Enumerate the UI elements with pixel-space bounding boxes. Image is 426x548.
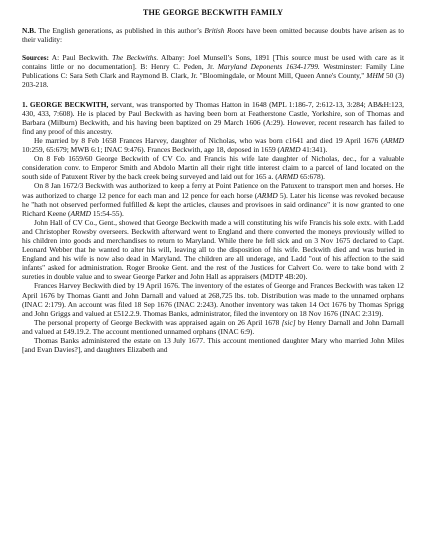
paragraph-4-mid: 5). Later his license was revoked because he "hath not observed performed fulfilled & kept the articles, clauses and provisoes in said ordinance" it is now granted to one Richard Keene ( <box>22 190 404 218</box>
nb-text-a: The English generations, as published in this author’s <box>35 26 205 35</box>
paragraph-1 <box>22 100 404 136</box>
paragraph-2 <box>22 136 404 154</box>
armd-ref: ARMD <box>70 208 91 218</box>
source-b-post: Westminster: Family Line Publications C: Sara Seth Clark and Raymond B. Clark, Jr. "Bloomingdale, or Mount Mill, Queen Anne's County," <box>22 62 404 81</box>
source-a-post: Albany: Joel Munsell’s Sons, 1891 [This source must be used with care as it contains little or no documentation]. B: Henry C. Peden, Jr. <box>22 53 404 72</box>
sources-label: Sources: <box>22 53 49 63</box>
source-mhm: MHM <box>366 71 384 81</box>
paragraph-6: Frances Harvey Beckwith died by 19 April 1676. The inventory of the estates of George and Frances Beckwith was taken 12 April 1676 by Thomas Gantt and John Darnall and valued at 268,725 lbs. tob. Distribution was made to the unnamed orphans (INAC 2:179). An account was filed 18 Sep 1676 (INAC 2:243). Another inventory was taken 14 Oct 1676 by Thomas Sprigg and John Griggs and valued at £512.2.9. Thomas Banks, administrator, filed the inventory on 18 Nov 1676 (INAC 2:319). <box>22 281 404 318</box>
source-b-title: Maryland Deponents 1634-1799. <box>217 62 320 72</box>
sic-note: [sic] <box>281 317 296 327</box>
page-title: THE GEORGE BECKWITH FAMILY <box>142 8 284 17</box>
person-heading: 1. GEORGE BECKWITH, <box>22 99 109 109</box>
nb-text-b: have been omitted because doubts have arisen as to their validity: <box>22 26 405 45</box>
paragraph-4-end: 15:54-55). <box>90 208 124 218</box>
paragraph-2-end: 41:341). <box>300 145 328 155</box>
sources-paragraph <box>22 53 404 89</box>
paragraph-1-text: servant, was transported by Thomas Hatton in 1648 (MPL 1:186-7, 2:612-13, 3:284; AB&H:123, 430, 433, 7:608). He is placed by Paul Beckwith as having been born at Featherstone Castle, Yorkshire, son of Thomas and Barbara (Milburn) Beckwith, and his having been baptized on 29 March 1606 (A:29). However, recent research has failed to find any proof of this ancestry. <box>22 99 404 136</box>
armd-ref: ARMD <box>383 135 404 145</box>
paragraph-3-pre: On 8 Feb 1659/60 George Beckwith of CV Co. and Francis his wife late daughter of Nicholas, dec., for a valuable consideration conv. to Emperor Smith and Abdolo Martin all their right title interest claim to a parcel of land located on the south side of Patuxent River by the back creek being surveyed and laid out for 165 a. ( <box>22 154 404 182</box>
paragraph-2-pre: He married by 8 Feb 1658 Frances Harvey, daughter of Nicholas, who was born c1641 and died 19 April 1676 ( <box>34 135 384 145</box>
paragraph-3-end: 65:678). <box>298 172 325 182</box>
paragraph-3 <box>22 154 404 181</box>
armd-ref: ARMD <box>257 190 278 200</box>
paragraph-7-end: by Henry Darnall and John Darnall and valued at £49.19.2. The account mentioned unnamed orphans (INAC 6:9). <box>22 317 404 336</box>
armd-ref: ARMD <box>280 145 301 155</box>
paragraph-2-mid: 10:259, 65:679; MWB 6:1; INAC 9:476). Frances Beckwith, age 18, deposed in 1659 ( <box>22 145 281 155</box>
paragraph-4 <box>22 181 404 217</box>
paragraph-7 <box>22 318 404 336</box>
paragraph-5: John Hall of CV Co., Gent., showed that George Beckwith made a will constituting his wife Francis his sole extx. with Ladd and Christopher Rowsby overseers. Beckwith afterward went to England and there converted the moneys previously willed to his children into goods and merchandises to return to Maryland. While there he fell sick and on 3 Nov 1675 declared to Capt. Leonard Webber that he wanted to alter his will, leaving all to the disposition of his wife. Beckwith died and was buried in England and his wife is now also dead in Maryland. The children are all underage, and Ladd "out of his affection to the said infants" asked for administration. Roger Brooke Gent. and the rest of the Justices for Calvert Co. were to take bond with 2 sureties in double value and to swear George Parker and John Hall as appraisers (MDTP 4B:20). <box>22 217 404 282</box>
source-a-pre: A: Paul Beckwith. <box>48 53 113 63</box>
paragraph-8: Thomas Banks administered the estate on 13 July 1677. This account mentioned daughter Mary who married John Miles [and Evan Davies?], and daughters Elizabeth and <box>22 336 404 355</box>
armd-ref: ARMD <box>277 172 299 182</box>
source-a-title: The Beckwiths. <box>112 53 159 63</box>
paragraph-4-pre: On 8 Jan 1672/3 Beckwith was authorized to keep a ferry at Point Patience on the Patuxent to transport men and horses. He was authorized to charge 12 pence for each man and 12 pence for each horse ( <box>22 181 404 200</box>
nb-book-title: British Roots <box>204 26 244 35</box>
nb-note <box>22 26 404 44</box>
nb-label: N.B. <box>22 26 36 35</box>
source-end: 50 (3) 203-218. <box>22 71 404 90</box>
paragraph-7-pre: The personal property of George Beckwith was appraised again on 26 April 1678 <box>34 317 282 327</box>
